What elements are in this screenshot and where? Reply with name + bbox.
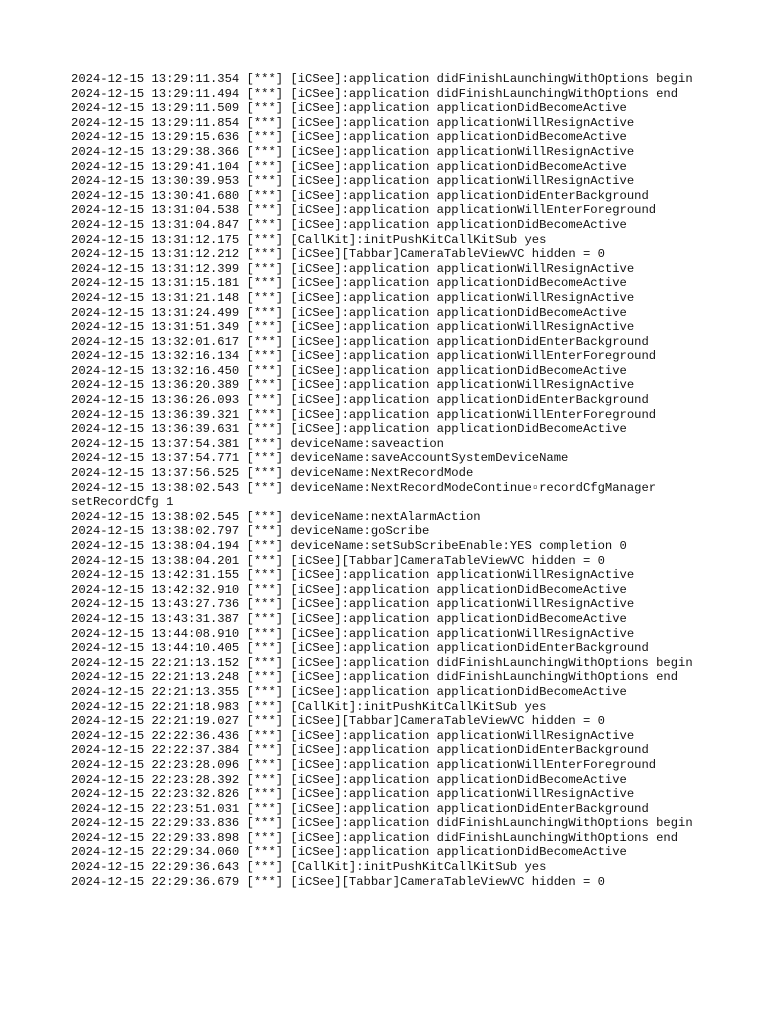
log-line: 2024-12-15 13:31:15.181 [***] [iCSee]:application applicationDidBecomeActive xyxy=(71,276,627,291)
log-line: 2024-12-15 22:23:28.096 [***] [iCSee]:application applicationWillEnterForeground xyxy=(71,757,657,772)
log-line: 2024-12-15 13:38:04.194 [***] deviceName:setSubScribeEnable:YES completion 0 xyxy=(71,539,627,553)
log-line: 2024-12-15 13:36:39.631 [***] [iCSee]:application applicationDidBecomeActive xyxy=(71,422,627,437)
log-line: 2024-12-15 13:38:02.797 [***] deviceName:goScribe xyxy=(71,524,430,539)
log-line: 2024-12-15 13:30:41.680 [***] [iCSee]:application applicationDidEnterBackground xyxy=(71,188,649,203)
log-line: 2024-12-15 13:31:04.847 [***] [iCSee]:application applicationDidBecomeActive xyxy=(71,217,627,232)
log-line: 2024-12-15 22:22:36.436 [***] [iCSee]:application applicationWillResignActive xyxy=(71,728,635,743)
log-line: 2024-12-15 13:31:51.349 [***] [iCSee]:application applicationWillResignActive xyxy=(71,320,635,335)
log-line: 2024-12-15 22:23:51.031 [***] [iCSee]:application applicationDidEnterBackground xyxy=(71,801,649,816)
log-line: 2024-12-15 13:31:04.538 [***] [iCSee]:application applicationWillEnterForeground xyxy=(71,203,657,218)
log-document xyxy=(71,72,711,889)
log-line: 2024-12-15 13:32:01.617 [***] [iCSee]:application applicationDidEnterBackground xyxy=(71,334,649,349)
log-line: 2024-12-15 13:37:54.381 [***] deviceName:saveaction xyxy=(71,436,444,451)
log-line: 2024-12-15 13:37:54.771 [***] deviceName:saveAccountSystemDeviceName xyxy=(71,451,569,466)
log-line: 2024-12-15 13:29:15.636 [***] [iCSee]:application applicationDidBecomeActive xyxy=(71,130,627,145)
log-line: 2024-12-15 13:37:56.525 [***] deviceName:NextRecordMode xyxy=(71,466,474,481)
log-line: 2024-12-15 13:44:08.910 [***] [iCSee]:application applicationWillResignActive xyxy=(71,626,635,641)
log-line: 2024-12-15 13:29:11.494 [***] [iCSee]:application didFinishLaunchingWithOptions end xyxy=(71,86,679,101)
log-line: 2024-12-15 22:21:13.355 [***] [iCSee]:application applicationDidBecomeActive xyxy=(71,684,627,699)
log-line: 2024-12-15 13:36:20.389 [***] [iCSee]:application applicationWillResignActive xyxy=(71,378,635,393)
log-line: 2024-12-15 13:43:31.387 [***] [iCSee]:application applicationDidBecomeActive xyxy=(71,611,627,626)
log-line: 2024-12-15 13:32:16.450 [***] [iCSee]:application applicationDidBecomeActive xyxy=(71,363,627,378)
log-line: 2024-12-15 22:29:33.836 [***] [iCSee]:application didFinishLaunchingWithOptions begin xyxy=(71,816,693,831)
log-line: 2024-12-15 13:29:11.854 [***] [iCSee]:application applicationWillResignActive xyxy=(71,115,635,130)
log-line: 2024-12-15 22:21:18.983 [***] [CallKit]:initPushKitCallKitSub yes xyxy=(71,699,547,714)
log-line: 2024-12-15 22:23:28.392 [***] [iCSee]:application applicationDidBecomeActive xyxy=(71,772,627,787)
log-line: 2024-12-15 22:23:32.826 [***] [iCSee]:application applicationWillResignActive xyxy=(71,787,635,802)
log-line: 2024-12-15 13:31:12.399 [***] [iCSee]:application applicationWillResignActive xyxy=(71,261,635,276)
log-line: 2024-12-15 13:31:21.148 [***] [iCSee]:application applicationWillResignActive xyxy=(71,290,635,305)
log-line: 2024-12-15 13:31:24.499 [***] [iCSee]:application applicationDidBecomeActive xyxy=(71,305,627,320)
log-line: 2024-12-15 13:29:11.354 [***] [iCSee]:application didFinishLaunchingWithOptions begin xyxy=(71,72,693,86)
log-line: 2024-12-15 13:42:32.910 [***] [iCSee]:application applicationDidBecomeActive xyxy=(71,582,627,597)
log-line: 2024-12-15 22:29:34.060 [***] [iCSee]:application applicationDidBecomeActive xyxy=(71,845,627,860)
log-line: 2024-12-15 13:36:26.093 [***] [iCSee]:application applicationDidEnterBackground xyxy=(71,393,649,408)
log-line: 2024-12-15 13:43:27.736 [***] [iCSee]:application applicationWillResignActive xyxy=(71,597,635,612)
log-line: 2024-12-15 22:29:36.679 [***] [iCSee][Tabbar]CameraTableViewVC hidden = 0 xyxy=(71,874,605,889)
log-line: 2024-12-15 13:38:04.201 [***] [iCSee][Tabbar]CameraTableViewVC hidden = 0 xyxy=(71,553,605,568)
log-line: 2024-12-15 22:29:36.643 [***] [CallKit]:initPushKitCallKitSub yes xyxy=(71,860,547,875)
log-line: 2024-12-15 13:44:10.405 [***] [iCSee]:application applicationDidEnterBackground xyxy=(71,641,649,656)
log-line: 2024-12-15 13:36:39.321 [***] [iCSee]:application applicationWillEnterForeground xyxy=(71,407,657,422)
log-line: 2024-12-15 13:32:16.134 [***] [iCSee]:application applicationWillEnterForeground xyxy=(71,349,657,364)
log-line: 2024-12-15 13:38:02.543 [***] deviceName:NextRecordModeContinue▫recordCfgManager setRecordCfg 1 xyxy=(71,480,664,510)
log-line: 2024-12-15 13:42:31.155 [***] [iCSee]:application applicationWillResignActive xyxy=(71,568,635,583)
log-line: 2024-12-15 22:22:37.384 [***] [iCSee]:application applicationDidEnterBackground xyxy=(71,743,649,758)
log-line: 2024-12-15 13:30:39.953 [***] [iCSee]:application applicationWillResignActive xyxy=(71,174,635,189)
log-line: 2024-12-15 13:31:12.212 [***] [iCSee][Tabbar]CameraTableViewVC hidden = 0 xyxy=(71,247,605,262)
log-line: 2024-12-15 22:29:33.898 [***] [iCSee]:application didFinishLaunchingWithOptions end xyxy=(71,830,679,845)
log-line: 2024-12-15 22:21:19.027 [***] [iCSee][Tabbar]CameraTableViewVC hidden = 0 xyxy=(71,714,605,729)
log-line: 2024-12-15 13:38:02.545 [***] deviceName:nextAlarmAction xyxy=(71,509,481,524)
log-line: 2024-12-15 13:29:11.509 [***] [iCSee]:application applicationDidBecomeActive xyxy=(71,101,627,116)
log-line: 2024-12-15 13:31:12.175 [***] [CallKit]:initPushKitCallKitSub yes xyxy=(71,232,547,247)
log-line: 2024-12-15 22:21:13.152 [***] [iCSee]:application didFinishLaunchingWithOptions begin xyxy=(71,655,693,670)
log-line: 2024-12-15 22:21:13.248 [***] [iCSee]:application didFinishLaunchingWithOptions end xyxy=(71,670,679,685)
log-line: 2024-12-15 13:29:38.366 [***] [iCSee]:application applicationWillResignActive xyxy=(71,144,635,159)
log-line: 2024-12-15 13:29:41.104 [***] [iCSee]:application applicationDidBecomeActive xyxy=(71,159,627,174)
